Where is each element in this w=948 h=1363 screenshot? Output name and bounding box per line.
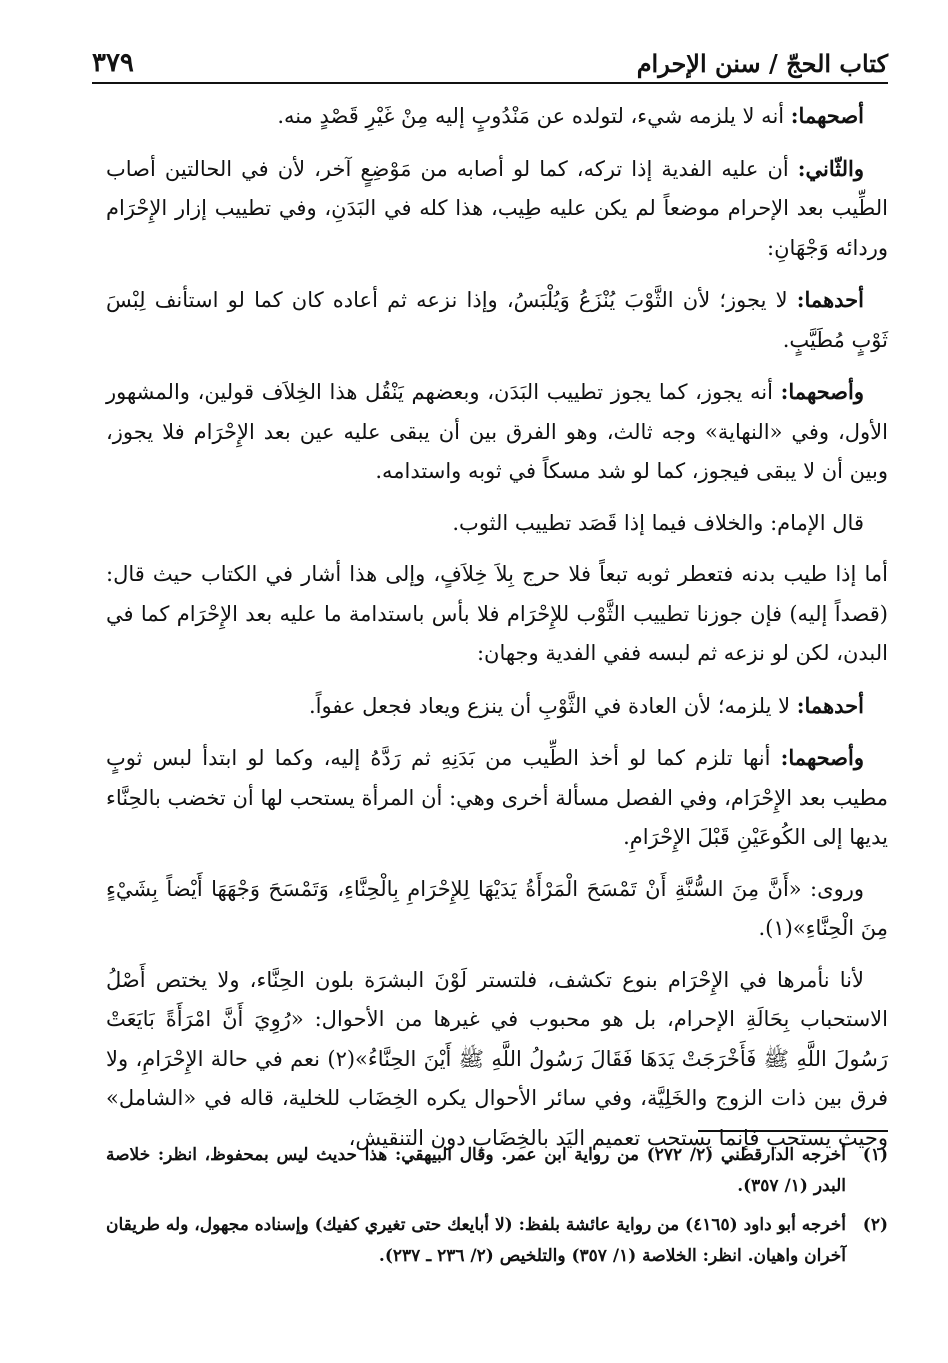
paragraph-text: أنه لا يلزمه شيء، لتولده عن مَنْدُوبٍ إليه مِنْ غَيْرِ قَصْدٍ منه. [277, 104, 791, 128]
paragraph [106, 149, 888, 269]
paragraph-text: أما إذا طيب بدنه فتعطر ثوبه تبعاً فلا حرج بِلاَ خِلاَفٍ، وإلى هذا أشار في الكتاب حيث قال: (قصداً إليه) فإن جوزنا تطييب الثَّوْب للإِحْرَام فلا بأس باستدامة ما عليه بعد الإِحْرَام كما في البدن، لكن لو نزعه ثم لبسه ففي الفدية وجهان: [106, 562, 888, 665]
footnote-text: أخرجه أبو داود (٤١٦٥) من رواية عائشة بلفظ: (لا أبايعك حتى تغيري كفيك) وإسناده مجهول، وله طريقان آخران واهيان. انظر: الخلاصة (١/ ٣٥٧) والتلخيص (٢/ ٢٣٦ ـ ٢٣٧). [106, 1215, 847, 1266]
page-header [92, 38, 888, 78]
page-number: ٣٧٩ [92, 48, 134, 78]
paragraph-text: لا يجوز؛ لأن الثَّوْبَ يُنْزَعُ وَيُلْبَسُ، وإذا نزعه ثم أعاده كان كما لو استأنف لِبْسَ ثَوْبٍ مُطَيَّبٍ. [106, 288, 888, 352]
footnote-rule [698, 1130, 888, 1132]
paragraph-label: أحدهما: [796, 287, 864, 312]
paragraph-label: وأصحهما: [780, 379, 864, 404]
paragraph-label: أصحهما: [790, 103, 864, 128]
paragraph-text: وروى: «أَنَّ مِنَ السُّنَّةِ أَنْ تَمْسَحَ الْمَرْأَةُ يَدَيْهَا لِلإِحْرَامِ بِالْحِنَّاءِ، وَتَمْسَحَ وَجْهَهَا أَيْضاً بِشَيْءٍ مِنَ الْحِنَّاءِ»(١). [106, 876, 888, 940]
paragraph-text: لا يلزمه؛ لأن العادة في الثَّوْبِ أن ينزع ويعاد فجعل عفواً. [309, 693, 797, 718]
footnote [106, 1140, 888, 1202]
paragraph-label: والثّاني: [797, 155, 864, 181]
paragraph-text: أن عليه الفدية إذا تركه، كما لو أصابه من مَوْضِعٍ آخر، لأن في الحالتين أصاب الطِّيب بعد الإحرام موضعاً لم يكن عليه طِيب، هذا كله في البَدَنِ، وفي تطييب إزار الإِحْرَام وردائه وَجْهَانِ: [106, 156, 888, 260]
paragraph [106, 280, 888, 360]
footnote-number: (١) [862, 1145, 888, 1165]
paragraph [106, 738, 888, 858]
paragraph [106, 870, 888, 949]
running-title: كتاب الحجّ / سنن الإحرام [636, 49, 888, 78]
paragraph [106, 372, 888, 492]
footnote [106, 1210, 888, 1272]
paragraph [106, 686, 888, 727]
header-rule [92, 82, 888, 84]
footnote-number: (٢) [862, 1215, 888, 1235]
paragraph-text: لأنا نأمرها في الإِحْرَام بنوع تكشف، فلتستر لَوْنَ البشرَة بلون الحِنَّاء، ولا يختص أَصْلُ الاستحباب بِحَالَةِ الإحرام، بل هو محبوب في غيرها من الأحوال: «رُوِيَ أَنَّ امْرَأَةً بَايَعَتْ رَسُولَ اللَّهِ ﷺ فَأَخْرَجَتْ يَدَهَا فَقَالَ رَسُولُ اللَّهِ ﷺ أَيْنَ الحِنَّاءُ»(٢) نعم في حالة الإِحْرَامِ، ولا فرق بين ذات الزوج والخَلِيَّة، وفي سائر الأحوال يكره الخِضَاب للخلية، قاله في «الشامل» وحيث يستحب فإنما يستحب تعميم اليَد بالخِضَابِ دون التنقيش، [106, 967, 889, 1150]
footnotes [106, 1140, 888, 1280]
paragraph-label: أحدهما: [796, 692, 864, 718]
paragraph-text: قال الإمام: والخلاف فيما إذا قَصَد تطييب الثوب. [452, 510, 864, 535]
footnote-text: أخرجه الدارقطني (٢/ ٢٧٢) من رواية ابن عمر. وقال البيهقي: هذا حديث ليس بمحفوظ، انظر: خلاصة البدر (١/ ٣٥٧). [106, 1145, 846, 1196]
paragraph-text: أنه يجوز، كما يجوز تطييب البَدَن، وبعضهم يَنْقُل هذا الخِلاَف قولين، والمشهور الأول، وفي «النهاية» وجه ثالث، وهو الفرق بين أن يبقى عليه عين بعد الإِحْرَام فلا يجوز، وبين أن لا يبقى فيجوز، كما لو شد مسكاً في ثوبه واستدامه. [106, 380, 888, 483]
paragraph [106, 961, 888, 1159]
paragraph [106, 504, 888, 544]
paragraph [106, 96, 888, 137]
body-text [106, 96, 888, 1170]
paragraph-label: وأصحهما: [780, 745, 864, 770]
paragraph [106, 555, 888, 674]
paragraph-text: أنها تلزم كما لو أخذ الطِّيب من بَدَنِهِ ثم رَدَّهُ إليه، وكما لو ابتدأ لبس ثوبٍ مطيب بعد الإِحْرَام، وفي الفصل مسألة أخرى وهي: أن المرأة يستحب لها أن تخضب بالحِنَّاء يديها إلى الكُوعَيْنِ قَبْلَ الإِحْرَامِ. [106, 746, 888, 849]
